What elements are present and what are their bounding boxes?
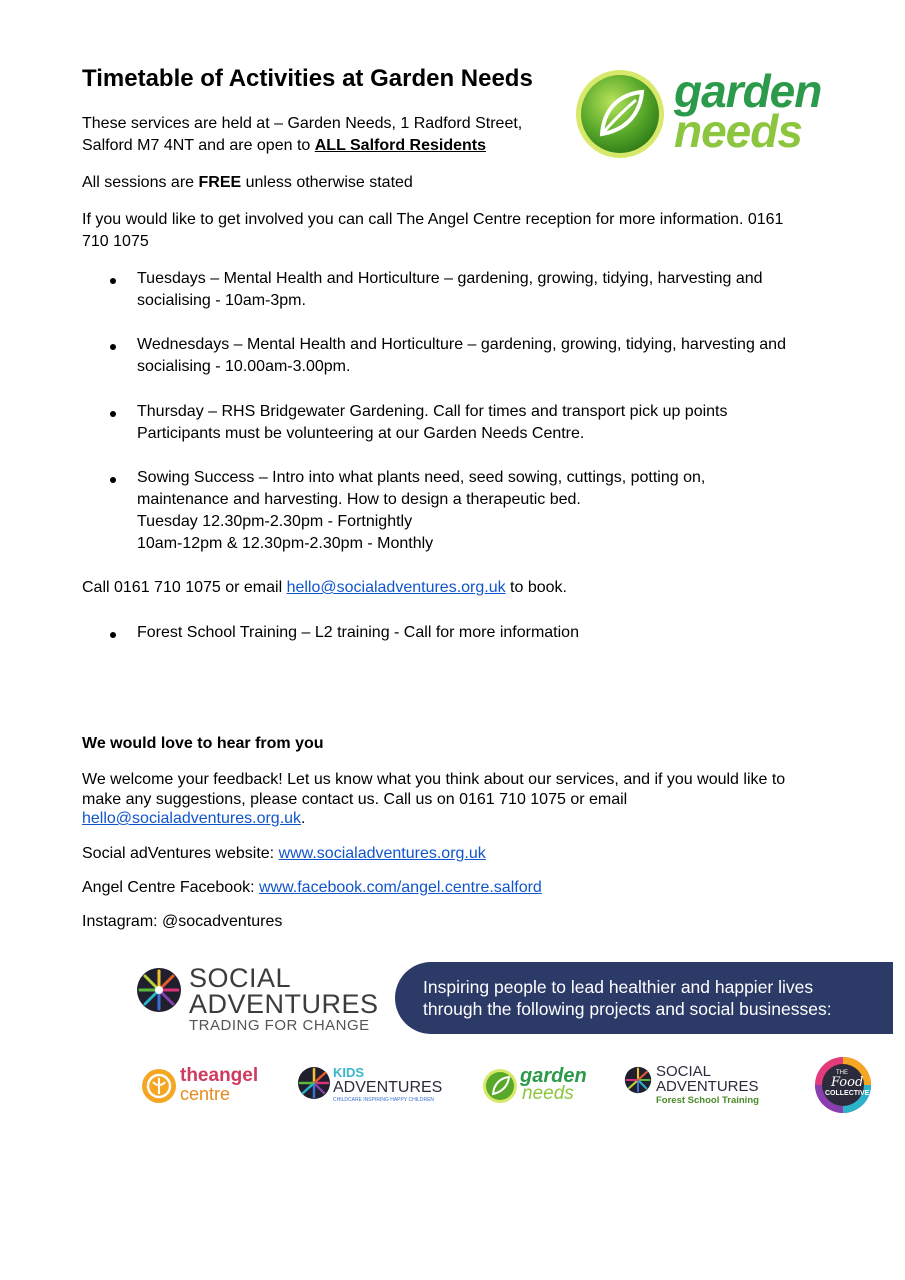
free-note-suffix: unless otherwise stated [241, 174, 413, 191]
kids-adventures-word1: KIDS [333, 1065, 365, 1080]
list-item [137, 467, 827, 555]
intro-line1: These services are held at – Garden Needs, 1 Radford Street, [82, 115, 523, 132]
garden-needs-small-word1: garden [520, 1065, 587, 1087]
bullet-icon [110, 344, 116, 350]
bullet-icon [110, 278, 116, 284]
garden-needs-small-word2: needs [522, 1083, 574, 1104]
bullet-icon [110, 632, 116, 638]
leaf-icon [574, 68, 666, 160]
kids-adventures-logo [297, 1058, 447, 1114]
social-adventures-line1: SOCIAL [189, 963, 292, 993]
feedback-heading: We would love to hear from you [82, 735, 324, 752]
social-adventures-line2: ADVENTURES [189, 989, 379, 1019]
website-label: Social adVentures website: [82, 845, 279, 862]
food-collective-line3: COLLECTIVE [825, 1090, 870, 1097]
banner-line2: through the following projects and social businesses: [423, 999, 832, 1019]
list-item [137, 334, 827, 378]
forest-school-text: Forest School Training – L2 training - Call for more information [137, 624, 579, 641]
list-item-line: Wednesdays – Mental Health and Horticulture – gardening, growing, tidying, harvesting and [137, 336, 786, 353]
list-item [137, 401, 827, 445]
angel-centre-logo [140, 1058, 260, 1114]
free-note [82, 173, 413, 193]
forest-school-line2: ADVENTURES [656, 1078, 759, 1095]
garden-needs-word2: needs [674, 105, 802, 157]
contact-intro [82, 209, 832, 253]
free-note-prefix: All sessions are [82, 174, 199, 191]
food-collective-line2: Food [831, 1075, 864, 1090]
list-item-line: maintenance and harvesting. How to design a therapeutic bed. [137, 491, 581, 508]
garden-needs-logo [574, 66, 824, 162]
list-item-line: socialising - 10.00am-3.00pm. [137, 358, 351, 375]
feedback-line1: We welcome your feedback! Let us know what you think about our services, and if you would like to [82, 771, 786, 788]
list-item-line: Participants must be volunteering at our Garden Needs Centre. [137, 425, 585, 442]
page-title: Timetable of Activities at Garden Needs [82, 65, 533, 92]
website-link[interactable]: www.socialadventures.org.uk [278, 845, 486, 862]
garden-needs-word1: garden [674, 65, 822, 117]
list-item-line: 10am-12pm & 12.30pm-2.30pm - Monthly [137, 535, 434, 552]
booking-email-link[interactable]: hello@socialadventures.org.uk [286, 579, 506, 596]
feedback-email-link[interactable]: hello@socialadventures.org.uk [82, 810, 302, 827]
angel-icon [140, 1067, 178, 1105]
free-emphasis: FREE [198, 174, 242, 191]
social-adventures-tagline: TRADING FOR CHANGE [189, 1017, 370, 1034]
social-adventures-banner [135, 962, 893, 1034]
list-item [137, 622, 827, 644]
banner-band [395, 962, 893, 1034]
food-collective-logo [814, 1058, 874, 1114]
feedback-email-suffix: . [301, 810, 306, 827]
garden-needs-small-logo [482, 1058, 592, 1114]
booking-prefix: Call 0161 710 1075 or email [82, 579, 287, 596]
banner-line1: Inspiring people to lead healthier and happier lives [423, 977, 814, 997]
contact-intro-line2: 710 1075 [82, 233, 149, 250]
intro-line2-prefix: Salford M7 4NT and are open to [82, 137, 315, 154]
star-burst-icon [297, 1066, 331, 1100]
forest-school-line1: SOCIAL [656, 1063, 712, 1080]
list-item-line: Thursday – RHS Bridgewater Gardening. Call for times and transport pick up points [137, 403, 728, 420]
star-burst-icon [624, 1066, 652, 1094]
forest-school-logo [624, 1058, 774, 1114]
list-item-line: Tuesdays – Mental Health and Horticulture – gardening, growing, tidying, harvesting and [137, 270, 763, 287]
list-item-line: socialising - 10am-3pm. [137, 292, 306, 309]
booking-line [82, 578, 567, 598]
feedback-paragraph [82, 770, 842, 829]
facebook-line [82, 878, 542, 898]
list-item-line: Sowing Success – Intro into what plants need, seed sowing, cuttings, potting on, [137, 469, 706, 486]
angel-centre-word2: centre [180, 1084, 231, 1104]
leaf-icon [482, 1068, 518, 1104]
website-line [82, 844, 486, 864]
kids-adventures-word2: ADVENTURES [333, 1079, 443, 1096]
facebook-link[interactable]: www.facebook.com/angel.centre.salford [259, 879, 542, 896]
kids-adventures-tagline: CHILDCARE INSPIRING HAPPY CHILDREN [333, 1097, 435, 1103]
facebook-label: Angel Centre Facebook: [82, 879, 259, 896]
intro-paragraph [82, 113, 562, 157]
bullet-icon [110, 411, 116, 417]
food-collective-line1: THE [836, 1070, 848, 1076]
angel-centre-word1: theangel [180, 1065, 259, 1086]
feedback-line2: make any suggestions, please contact us. Call us on 0161 710 1075 or email [82, 790, 628, 808]
salford-residents-emphasis: ALL Salford Residents [314, 137, 487, 154]
star-burst-icon [135, 966, 183, 1014]
contact-intro-line1: If you would like to get involved you can call The Angel Centre reception for more information. 0161 [82, 211, 784, 228]
list-item [137, 268, 827, 312]
forest-school-line3: Forest School Training [656, 1095, 759, 1106]
instagram-line: Instagram: @socadventures [82, 913, 283, 930]
booking-suffix: to book. [505, 579, 567, 596]
bullet-icon [110, 477, 116, 483]
list-item-line: Tuesday 12.30pm-2.30pm - Fortnightly [137, 513, 413, 530]
